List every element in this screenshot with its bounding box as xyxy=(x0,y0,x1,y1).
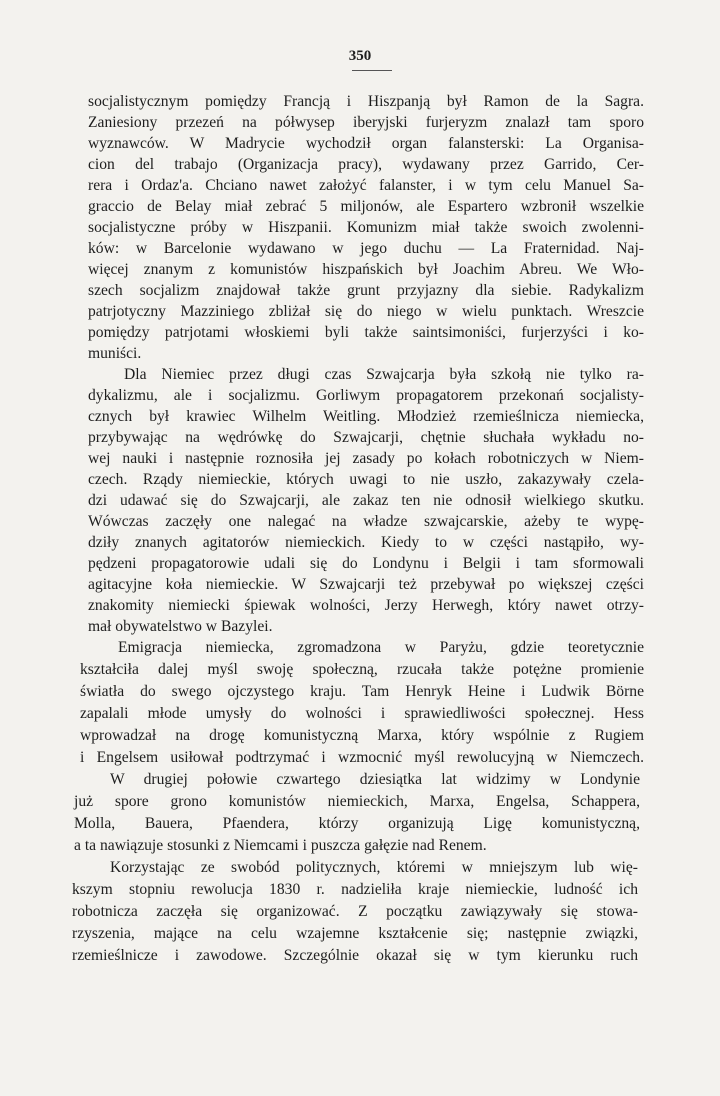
text-line: pomiędzy patrjotami włoskiemi byli także saintsimoniści, furjerzyści i ko- xyxy=(88,324,644,341)
text-line: Emigracja niemiecka, zgromadzona w Paryżu, gdzie teoretycznie xyxy=(118,639,644,656)
text-line: socjalistyczne próby w Hiszpanii. Komunizm miał także swoich zwolenni- xyxy=(88,219,644,236)
text-line: cznych był krawiec Wilhelm Weitling. Młodzież rzemieślnicza niemiecka, xyxy=(88,408,644,425)
text-line: pędzeni propagatorowie udali się do Londynu i Belgii i tam sformowali xyxy=(88,555,644,572)
text-line: dziły znanych agitatorów niemieckich. Kiedy to w części nastąpiło, wy- xyxy=(88,534,644,551)
text-line: przybywając na wędrówkę do Szwajcarji, chętnie słuchała wykładu no- xyxy=(88,429,644,446)
text-line: czech. Rządy niemieckie, których uwagi to nie uszło, zakazywały czela- xyxy=(88,471,644,488)
text-line: Molla, Bauera, Pfaendera, którzy organizują Ligę komunistyczną, xyxy=(74,815,640,832)
text-line: wej nauki i następnie roznosiła jej zasady po kołach robotniczych w Niem- xyxy=(88,450,644,467)
text-line: cion del trabajo (Organizacja pracy), wydawany przez Garrido, Cer- xyxy=(88,156,644,173)
text-line: dzi udawać się do Szwajcarji, ale zakaz ten nie odnosił wielkiego skutku. xyxy=(88,492,644,509)
text-line: Zaniesiony przezeń na półwysep iberyjski furjeryzm znalazł tam sporo xyxy=(88,114,644,131)
page-number: 350 xyxy=(348,48,372,64)
text-line: agitacyjne koła niemieckie. W Szwajcarji też przebywał po większej części xyxy=(88,576,644,593)
text-line: a ta nawiązuje stosunki z Niemcami i puszcza gałęzie nad Renem. xyxy=(74,837,487,854)
text-line: rzyszenia, mające na celu wzajemne kształcenie się; następnie związki, xyxy=(72,925,638,942)
text-line: i Engelsem usiłował podtrzymać i wzmocnić myśl rewolucyjną w Niemczech. xyxy=(80,749,644,766)
text-line: rzemieślnicze i zawodowe. Szczególnie okazał się w tym kierunku ruch xyxy=(72,947,638,964)
text-line: zapalali młode umysły do wolności i sprawiedliwości społecznej. Hess xyxy=(80,705,644,722)
text-line: światła do swego ojczystego kraju. Tam Henryk Heine i Ludwik Börne xyxy=(80,683,644,700)
text-line: więcej znanym z komunistów hiszpańskich był Joachim Abreu. We Wło- xyxy=(88,261,644,278)
text-line: ków: w Barcelonie wydawano w jego duchu — La Fraternidad. Naj- xyxy=(88,240,644,257)
text-line: wyznawców. W Madrycie wychodził organ falansterski: La Organisa- xyxy=(88,135,644,152)
text-line: patrjotyczny Mazziniego zbliżał się do niego w wielu punktach. Wreszcie xyxy=(88,303,644,320)
text-line: kszym stopniu rewolucja 1830 r. nadzieliła kraje niemieckie, ludność ich xyxy=(72,881,638,898)
text-line: znakomity niemiecki śpiewak wolności, Jerzy Herwegh, który nawet otrzy- xyxy=(88,597,644,614)
text-line: Korzystając ze swobód politycznych, któremi w mniejszym lub wię- xyxy=(110,859,638,876)
text-line: graccio de Belay miał zebrać 5 miljonów, ale Espartero wzbronił wszelkie xyxy=(88,198,644,215)
text-line: socjalistycznym pomiędzy Francją i Hiszpanją był Ramon de la Sagra. xyxy=(88,93,644,110)
text-line: Dla Niemiec przez długi czas Szwajcarja była szkołą nie tylko ra- xyxy=(124,366,644,383)
text-line: już spore grono komunistów niemieckich, Marxa, Engelsa, Schappera, xyxy=(74,793,640,810)
text-line: wprowadzał na drogę komunistyczną Marxa, który wspólnie z Rugiem xyxy=(80,727,644,744)
text-line: mał obywatelstwo w Bazylei. xyxy=(88,618,273,635)
text-line: robotnicza zaczęła się organizować. Z początku zawiązywały się stowa- xyxy=(72,903,638,920)
text-line: Wówczas zaczęły one nalegać na władze szwajcarskie, ażeby te wypę- xyxy=(88,513,644,530)
page-number-rule xyxy=(352,70,392,71)
text-line: kształciła dalej myśl swoję społeczną, rzucała także potężne promienie xyxy=(80,661,644,678)
text-line: rera i Ordaz'a. Chciano nawet założyć falanster, i w tym celu Manuel Sa- xyxy=(88,177,644,194)
text-line: muniści. xyxy=(88,345,142,362)
text-line: szech socjalizm znajdował także grunt przyjazny dla siebie. Radykalizm xyxy=(88,282,644,299)
text-line: dykalizmu, ale i socjalizmu. Gorliwym propagatorem przekonań socjalisty- xyxy=(88,387,644,404)
text-line: W drugiej połowie czwartego dziesiątka lat widzimy w Londynie xyxy=(110,771,640,788)
